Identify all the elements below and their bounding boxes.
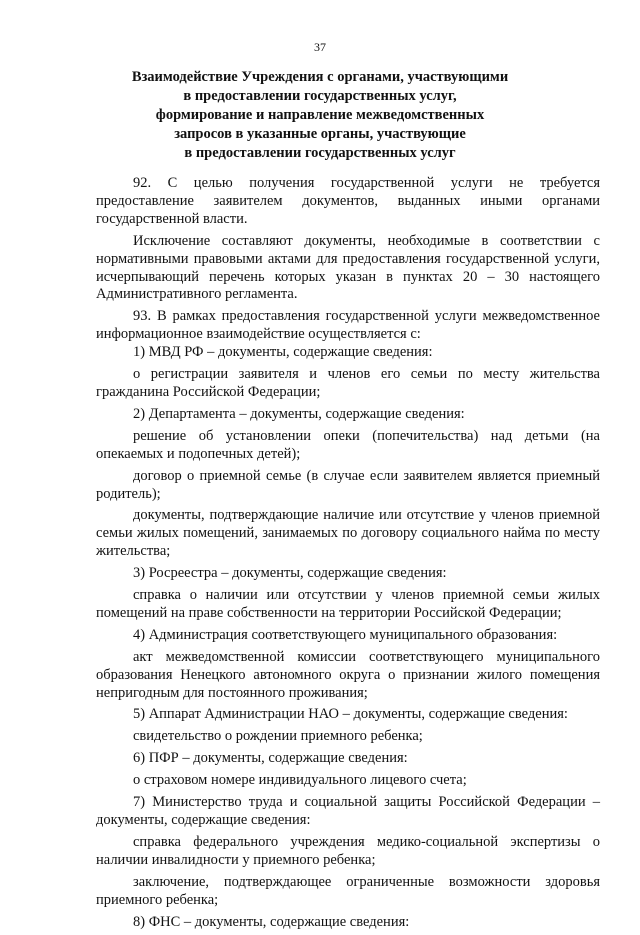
title-line: в предоставлении государственных услуг	[184, 145, 456, 161]
list-item: о регистрации заявителя и членов его семьи по месту жительства гражданина Российской Федерации;	[96, 366, 600, 400]
list-item: акт межведомственной комиссии соответствующего муниципального образования Ненецкого автономного округа о признании жилого помещения непригодным для постоянного проживания;	[96, 648, 600, 701]
title-line: в предоставлении государственных услуг,	[183, 88, 457, 104]
list-item: заключение, подтверждающее ограниченные возможности здоровья приемного ребенка;	[96, 873, 600, 908]
title-line: запросов в указанные органы, участвующие	[174, 126, 466, 142]
title-line: формирование и направление межведомственных	[155, 107, 485, 123]
list-item: справка о наличии или отсутствии у членов приемной семьи жилых помещений на праве собственности на территории Российской Федерации;	[96, 587, 600, 621]
list-heading: 7) Министерство труда и социальной защиты Российской Федерации – документы, содержащие сведения:	[96, 794, 600, 828]
list-item: договор о приемной семье (в случае если заявителем является приемный родитель);	[96, 467, 600, 502]
list-heading: 1) МВД РФ – документы, содержащие сведения:	[133, 344, 433, 361]
list-item: документы, подтверждающие наличие или отсутствие у членов приемной семьи жилых помещений, занимаемых по договору социального найма по месту жительства;	[96, 507, 600, 560]
list-item: решение об установлении опеки (попечительства) над детьми (на опекаемых и подопечных детей);	[96, 427, 600, 462]
page-number: 37	[314, 40, 326, 54]
list-item: справка федерального учреждения медико-социальной экспертизы о наличии инвалидности у приемного ребенка;	[96, 833, 600, 868]
list-heading: 6) ПФР – документы, содержащие сведения:	[133, 750, 408, 767]
title-line: Взаимодействие Учреждения с органами, участвующими	[131, 69, 509, 85]
list-heading: 8) ФНС – документы, содержащие сведения:	[133, 913, 410, 930]
list-heading: 2) Департамента – документы, содержащие сведения:	[133, 405, 465, 422]
paragraph: Исключение составляют документы, необходимые в соответствии с нормативными правовыми актами для предоставления государственной услуги, исчерпывающий перечень которых указан в пунктах 20 – 30 настоящего Административного регламента.	[96, 232, 600, 303]
section-title	[80, 68, 560, 163]
list-item: свидетельство о рождении приемного ребенка;	[133, 728, 423, 745]
list-heading: 5) Аппарат Администрации НАО – документы, содержащие сведения:	[133, 706, 568, 723]
list-item: о страховом номере индивидуального лицевого счета;	[133, 772, 467, 789]
list-heading: 3) Росреестра – документы, содержащие сведения:	[133, 565, 447, 582]
paragraph: 92. С целью получения государственной услуги не требуется предоставление заявителем документов, выданных иными органами государственной власти.	[96, 175, 600, 227]
list-heading: 4) Администрация соответствующего муниципального образования:	[133, 626, 558, 643]
document-body	[96, 175, 600, 935]
paragraph: 93. В рамках предоставления государственной услуги межведомственное информационное взаимодействие осуществляется с:	[96, 308, 600, 343]
